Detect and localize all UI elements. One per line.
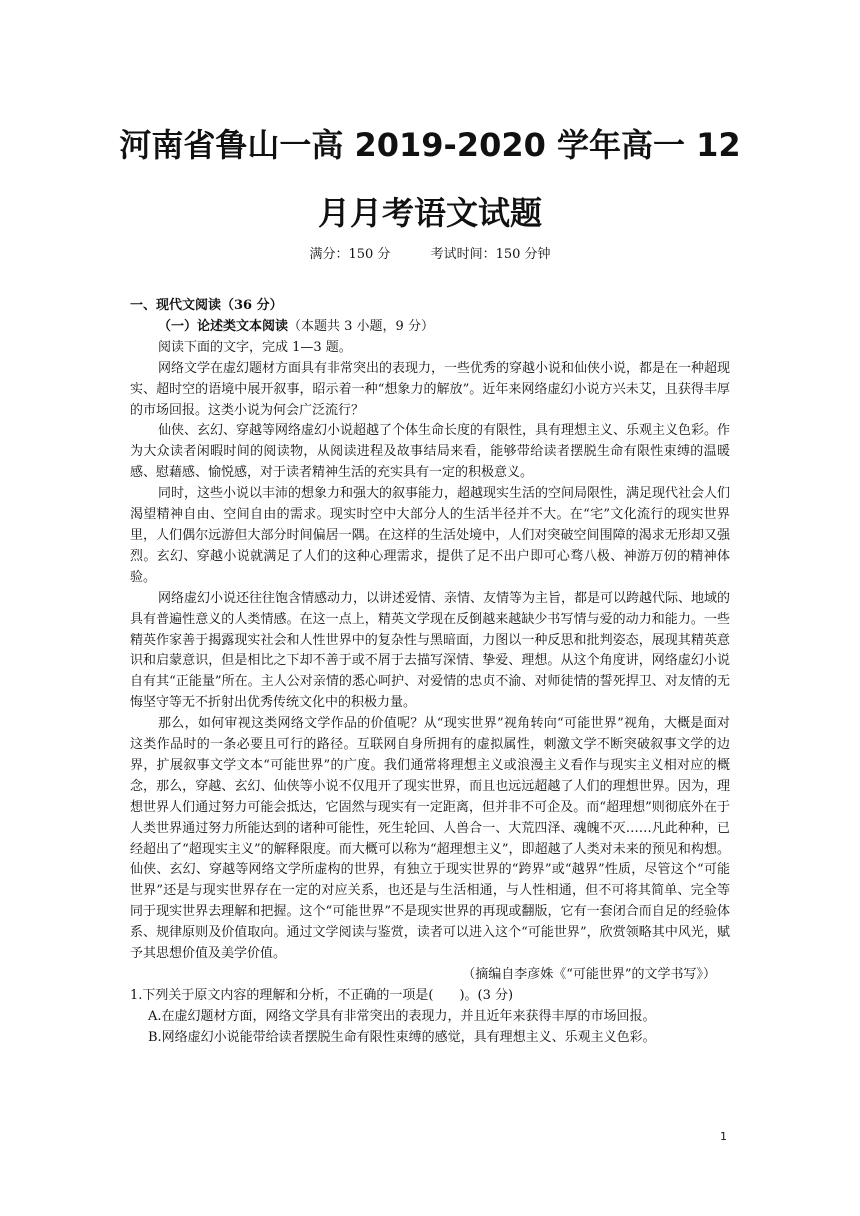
subsection-title: （一）论述类文本阅读 <box>158 318 289 334</box>
subsection-note: （本题共 3 小题，9 分） <box>288 318 434 334</box>
exam-meta <box>0 243 860 262</box>
paragraph-4: 网络虚幻小说还往往饱含情感动力，以讲述爱情、亲情、友情等为主旨，都是可以跨越代际、地域的具有普遍性意义的人类情感。在这一点上，精英文学现在反倒越来越缺少书写情与爱的动力和能力。一些精英作家善于揭露现实社会和人性世界中的复杂性与黑暗面，力图以一种反思和批判姿态，展现其精英意识和启蒙意识，但是相比之下却不善于或不屑于去描写深情、挚爱、理想。从这个角度讲，网络虚幻小说自有其“正能量”所在。主人公对亲情的悉心呵护、对爱情的忠贞不渝、对师徒情的誓死捍卫、对友情的无悔坚守等无不折射出优秀传统文化中的积极力量。 <box>130 590 731 711</box>
page-title-line2: 月月考语文试题 <box>317 194 542 232</box>
page-title-line1: 河南省鲁山一高 2019-2020 学年高一 12 <box>119 126 741 164</box>
paragraph-1: 网络文学在虚幻题材方面具有非常突出的表现力，一些优秀的穿越小说和仙侠小说，都是在一种超现实、超时空的语境中展开叙事，昭示着一种“想象力的解放”。近年来网络虚幻小说方兴未艾，且获得丰厚的市场回报。这类小说为何会广泛流行？ <box>130 360 731 418</box>
source-citation: （摘编自李彦姝《“可能世界”的文学书写》） <box>462 967 716 982</box>
section-heading: 一、现代文阅读（36 分） <box>130 298 283 313</box>
paragraph-3: 同时，这些小说以丰沛的想象力和强大的叙事能力，超越现实生活的空间局限性，满足现代社会人们渴望精神自由、空间自由的需求。现实时空中大部分人的生活半径并不大。在“宅”文化流行的现实世界里，人们偶尔远游但大部分时间偏居一隅。在这样的生活处境中，人们对突破空间围障的渴求无形却又强烈。玄幻、穿越小说就满足了人们的这种心理需求，提供了足不出户即可心骛八极、神游万仞的精神体验。 <box>130 486 731 585</box>
reading-instruction: 阅读下面的文字，完成 1—3 题。 <box>158 339 352 355</box>
document-body <box>130 296 730 1049</box>
option-b: B.网络虚幻小说能带给读者摆脱生命有限性束缚的感觉，具有理想主义、乐观主义色彩。 <box>148 1029 656 1045</box>
option-a: A.在虚幻题材方面，网络文学具有非常突出的表现力，并且近年来获得丰厚的市场回报。 <box>148 1008 656 1024</box>
paragraph-2: 仙侠、玄幻、穿越等网络虚幻小说超越了个体生命长度的有限性，具有理想主义、乐观主义色彩。作为大众读者闲暇时间的阅读物，从阅读进程及故事结局来看，能够带给读者摆脱生命有限性束缚的温暖感、慰藉感、愉悦感，对于读者精神生活的充实具有一定的积极意义。 <box>130 423 731 481</box>
full-score: 满分：150 分 <box>309 247 391 262</box>
subsection-heading <box>130 317 730 338</box>
page-number: 1 <box>720 1130 727 1143</box>
question-1: 1.下列关于原文内容的理解和分析，不正确的一项是( )。(3 分) <box>130 987 514 1003</box>
exam-time: 考试时间：150 分钟 <box>430 247 551 262</box>
paragraph-5: 那么，如何审视这类网络文学作品的价值呢？从“现实世界”视角转向“可能世界”视角，大概是面对这类作品时的一条必要且可行的路径。互联网自身所拥有的虚拟属性，刺激文学不断突破叙事文学的边界，扩展叙事文学文本“可能世界”的广度。我们通常将理想主义或浪漫主义看作与现实主义相对应的概念，那么，穿越、玄幻、仙侠等小说不仅甩开了现实世界，而且也远远超越了人们的理想世界。因为，理想世界人们通过努力可能会抵达，它固然与现实有一定距离，但并非不可企及。而“超理想”则彻底外在于人类世界通过努力所能达到的诸种可能性，死生轮回、人兽合一、大荒四泽、魂魄不灭……凡此种种，已经超出了“超现实主义”的解释限度。而大概可以称为“超理想主义”，即超越了人类对未来的预见和构想。仙侠、玄幻、穿越等网络文学所虚构的世界，有独立于现实世界的“跨界”或“越界”性质，尽管这个“可能世界”还是与现实世界存在一定的对应关系，也还是与生活相通，与人性相通，但不可将其简单、完全等同于现实世界去理解和把握。这个“可能世界”不是现实世界的再现或翻版，它有一套闭合而自足的经验体系、规律原则及价值取向。通过文学阅读与鉴赏，读者可以进入这个“可能世界”，欣赏领略其中风光，赋予其思想价值及美学价值。 <box>130 716 730 962</box>
